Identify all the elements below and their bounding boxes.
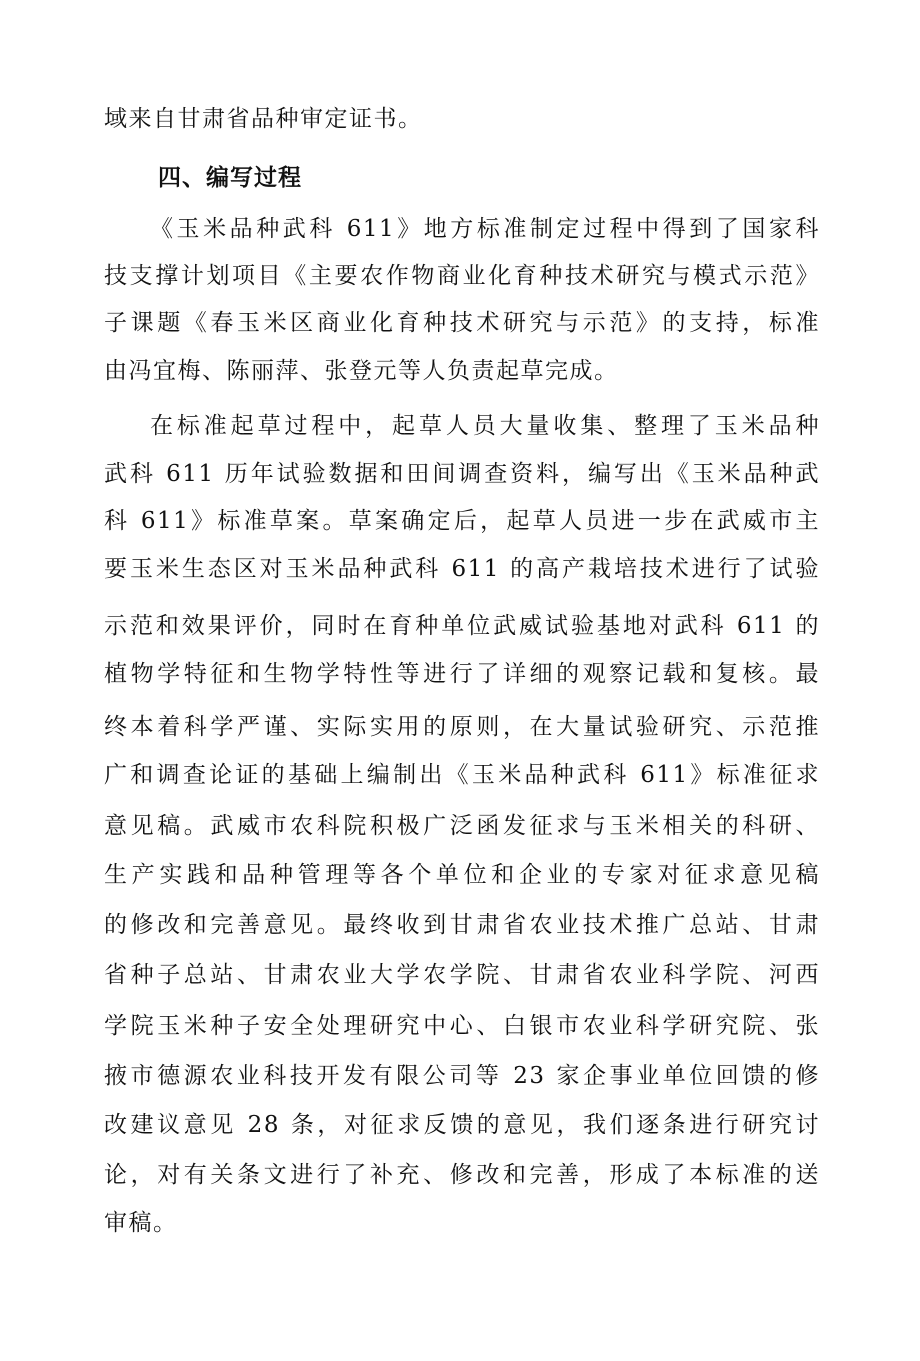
text-line: 科 611》标准草案。草案确定后，起草人员进一步在武威市主 — [104, 508, 820, 534]
text-line: 意见稿。武威市农科院积极广泛函发征求与玉米相关的科研、 — [104, 813, 820, 839]
text-line: 广和调查论证的基础上编制出《玉米品种武科 611》标准征求 — [104, 762, 820, 788]
text-line: 子课题《春玉米区商业化育种技术研究与示范》的支持，标准 — [104, 310, 820, 336]
text-line: 由冯宜梅、陈丽萍、张登元等人负责起草完成。 — [104, 358, 619, 384]
text-line: 在标准起草过程中，起草人员大量收集、整理了玉米品种 — [150, 413, 820, 439]
text-line: 技支撑计划项目《主要农作物商业化育种技术研究与模式示范》 — [104, 263, 820, 289]
text-line: 示范和效果评价，同时在育种单位武威试验基地对武科 611 的 — [104, 613, 820, 639]
text-line: 生产实践和品种管理等各个单位和企业的专家对征求意见稿 — [104, 862, 820, 888]
text-line: 改建议意见 28 条，对征求反馈的意见，我们逐条进行研究讨 — [104, 1112, 820, 1138]
text-line: 审稿。 — [104, 1210, 178, 1236]
text-line: 掖市德源农业科技开发有限公司等 23 家企事业单位回馈的修 — [104, 1063, 820, 1089]
text-line: 的修改和完善意见。最终收到甘肃省农业技术推广总站、甘肃 — [104, 912, 820, 938]
text-line: 武科 611 历年试验数据和田间调查资料，编写出《玉米品种武 — [104, 461, 820, 487]
text-line: 《玉米品种武科 611》地方标准制定过程中得到了国家科 — [150, 216, 820, 242]
text-line: 学院玉米种子安全处理研究中心、白银市农业科学研究院、张 — [104, 1013, 820, 1039]
text-line: 终本着科学严谨、实际实用的原则，在大量试验研究、示范推 — [104, 714, 820, 740]
text-line: 域来自甘肃省品种审定证书。 — [104, 106, 423, 132]
text-line: 论，对有关条文进行了补充、修改和完善，形成了本标准的送 — [104, 1162, 820, 1188]
text-line: 省种子总站、甘肃农业大学农学院、甘肃省农业科学院、河西 — [104, 962, 820, 988]
section-heading: 四、编写过程 — [158, 165, 302, 191]
text-line: 植物学特征和生物学特性等进行了详细的观察记载和复核。最 — [104, 661, 820, 687]
text-line: 要玉米生态区对玉米品种武科 611 的高产栽培技术进行了试验 — [104, 556, 820, 582]
